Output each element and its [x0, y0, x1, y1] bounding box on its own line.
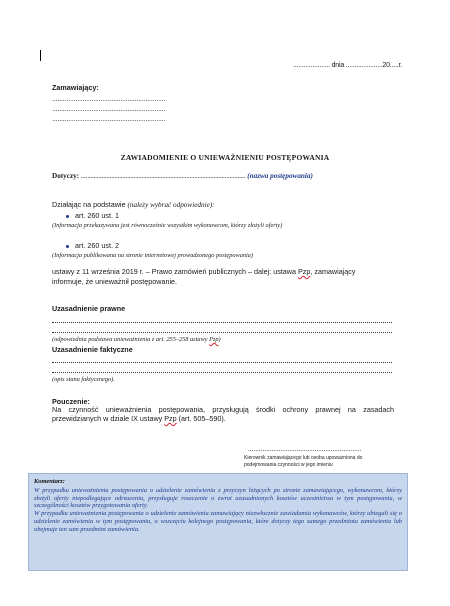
basis-option-1 [66, 211, 119, 220]
option-2-article: art. 260 ust. 2 [75, 241, 119, 250]
basis-option-2 [66, 241, 119, 250]
signature-caption-1: Kierownik zamawiającego lub osoba upoważniona do [244, 455, 363, 461]
basis-intro-text: Działając na podstawie [52, 200, 126, 209]
statute-line-2: informuje, że unieważnił postępowanie. [52, 277, 178, 286]
signature-block [244, 444, 404, 469]
option-2-note: (Informacja publikowana na stronie internetowej prowadzonego postępowania) [52, 252, 254, 259]
awarding-entity-line: ............................................................... [52, 94, 166, 103]
awarding-entity-label: Zamawiający: [52, 83, 99, 92]
basis-intro [52, 200, 215, 210]
legal-justification-heading: Uzasadnienie prawne [52, 304, 126, 313]
subject-line [52, 172, 313, 181]
date-line: ..................... dnia .....................20.....r. [293, 62, 402, 69]
comment-paragraph-1: W przypadku unieważnienia postępowania o udzielenie zamówienia z przyczyn leżących po stronie zamawiającego, wykonawcom, którzy złożyli oferty niepodlegające odrzuceniu, przysługuje roszczenie o zwrot uzasadnionych kosztów uczestnictwa w tym postępowaniu, w szczególności kosztów przygotowania oferty. [34, 486, 402, 510]
instruction-text [52, 405, 394, 423]
bullet-icon [66, 245, 69, 248]
document-title: ZAWIADOMIENIE O UNIEWAŻNIENIU POSTĘPOWANIA [120, 153, 330, 162]
comment-paragraph-2: W przypadku unieważnienia postępowania o udzielenie zamówienia zamawiający niezwłocznie zawiadamia wykonawców, którzy ubiegali się o udzielenie zamówienia w tym postępowaniu, o wszczęciu kolejnego postępowania, które dotyczy tego samego przedmiotu zamówienia lub obejmuje ten sam przedmiot zamówienia. [34, 510, 402, 533]
awarding-entity-line: ............................................................... [52, 104, 166, 113]
legal-justification-note [52, 336, 221, 344]
bullet-icon [66, 215, 69, 218]
pzp-abbrev: Pzp [209, 336, 219, 343]
option-1-article: art. 260 ust. 1 [75, 211, 119, 220]
procedure-name-placeholder: (nazwa postępowania) [247, 172, 313, 180]
text-cursor [40, 50, 41, 61]
factual-justification-heading: Uzasadnienie faktyczne [52, 345, 133, 354]
comment-heading: Komentarz: [34, 478, 65, 485]
statute-text-a: ustawy z 11 września 2019 r. – Prawo zamówień publicznych – dalej: ustawa [52, 267, 296, 276]
legal-note-a: (odpowiednia podstawa unieważnienia z art. 255–258 ustawy [52, 336, 208, 343]
pzp-abbrev: Pzp [297, 267, 311, 276]
instruction-text-b: (art. 505–590). [178, 414, 226, 423]
factual-justification-note: (opis stanu faktycznego). [52, 376, 115, 383]
statute-text-b: , zamawiający [310, 267, 356, 276]
instruction-heading: Pouczenie: [52, 397, 90, 406]
dotted-line [52, 362, 392, 363]
awarding-entity-line: ............................................................... [52, 114, 166, 123]
instruction-text-a: Na czynność unieważnienia postępowania, przysługują środki ochrony prawnej na zasadach przewidzianych w dziale IX ustawy [52, 405, 394, 423]
pzp-abbrev: Pzp [164, 414, 177, 423]
subject-label: Dotyczy: [52, 172, 80, 180]
signature-dots: ............................................................... [248, 444, 362, 453]
legal-note-b: ) [218, 336, 221, 343]
dotted-line [52, 332, 392, 333]
basis-hint: (należy wybrać odpowiednie): [127, 201, 215, 209]
subject-dots: ....................................................................................................... [80, 172, 246, 180]
dotted-line [52, 372, 392, 373]
comment-box [28, 473, 408, 571]
dotted-line [52, 322, 392, 323]
statute-line-1 [52, 267, 397, 276]
option-1-note: (Informacja przekazywana jest równocześnie wszystkim wykonawcom, którzy złożyli oferty) [52, 222, 283, 229]
signature-caption-2: podejmowania czynności w jego imieniu [244, 462, 333, 468]
